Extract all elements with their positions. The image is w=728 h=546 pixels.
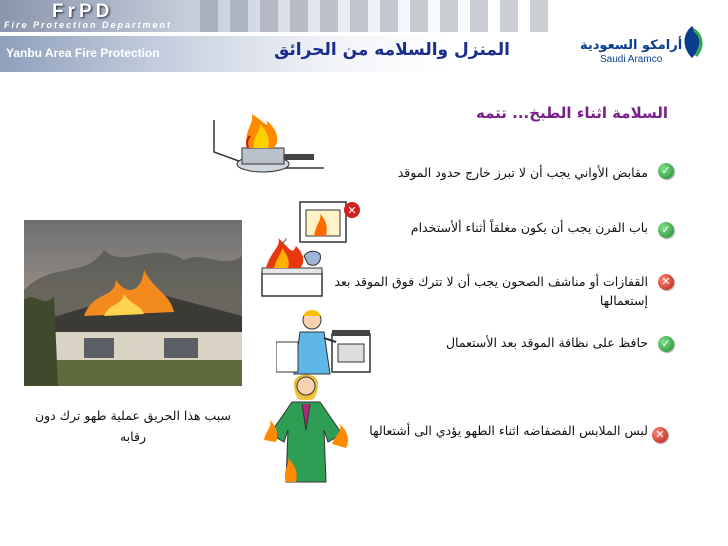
check-icon: ✓ <box>658 163 674 179</box>
logo-english-text: Saudi Aramco <box>600 54 663 65</box>
logo-arabic-text: أرامكو السعودية <box>580 38 683 53</box>
house-fire-photo <box>24 220 242 386</box>
area-label: Yanbu Area Fire Protection <box>6 46 160 60</box>
cross-icon: ✕ <box>652 427 668 443</box>
list-item-handles <box>330 163 648 182</box>
list-item-oven-door <box>330 218 648 237</box>
svg-text:✕: ✕ <box>347 204 357 217</box>
list-item-text: مقابض الأواني يجب أن لا تبرز خارج حدود الموقد <box>397 165 648 180</box>
photo-caption: سبب هذا الحريق عملية طهو ترك دون رقابه <box>34 408 232 444</box>
list-item-clean-stove <box>330 333 648 352</box>
list-item-text: باب الفرن يجب أن يكون مغلقاً أثناء ألأستخدام <box>410 220 648 235</box>
brand-name: FrPD <box>52 1 114 22</box>
page-title: المنزل والسلامه من الحرائق <box>274 40 510 60</box>
list-item-loose-clothes <box>360 421 648 440</box>
woman-cleaning-icon <box>276 308 372 378</box>
list-item-gloves <box>330 272 648 310</box>
stove-fire-icon <box>256 238 336 300</box>
loose-clothes-fire-icon <box>262 370 352 490</box>
list-item-text: حافظ على نظافة الموقد بعد الأستعمال <box>445 335 648 350</box>
section-title: السلامة اثناء الطبخ... تتمه <box>476 104 668 122</box>
cross-icon: ✕ <box>658 274 674 290</box>
header-banner <box>0 0 728 32</box>
list-item-text: لبس الملابس الفضفاضه اثناء الطهو يؤدي الى أشتعالها <box>369 423 648 438</box>
brand-subtitle: Fire Protection Department <box>4 20 173 30</box>
check-icon: ✓ <box>658 222 674 238</box>
check-icon: ✓ <box>658 336 674 352</box>
pan-fire-icon <box>208 112 328 182</box>
list-item-text: القفازات أو مناشف الصحون يجب أن لا تترك فوق الموقد بعد إستعمالها <box>334 274 648 308</box>
banner-silhouettes <box>200 0 560 32</box>
